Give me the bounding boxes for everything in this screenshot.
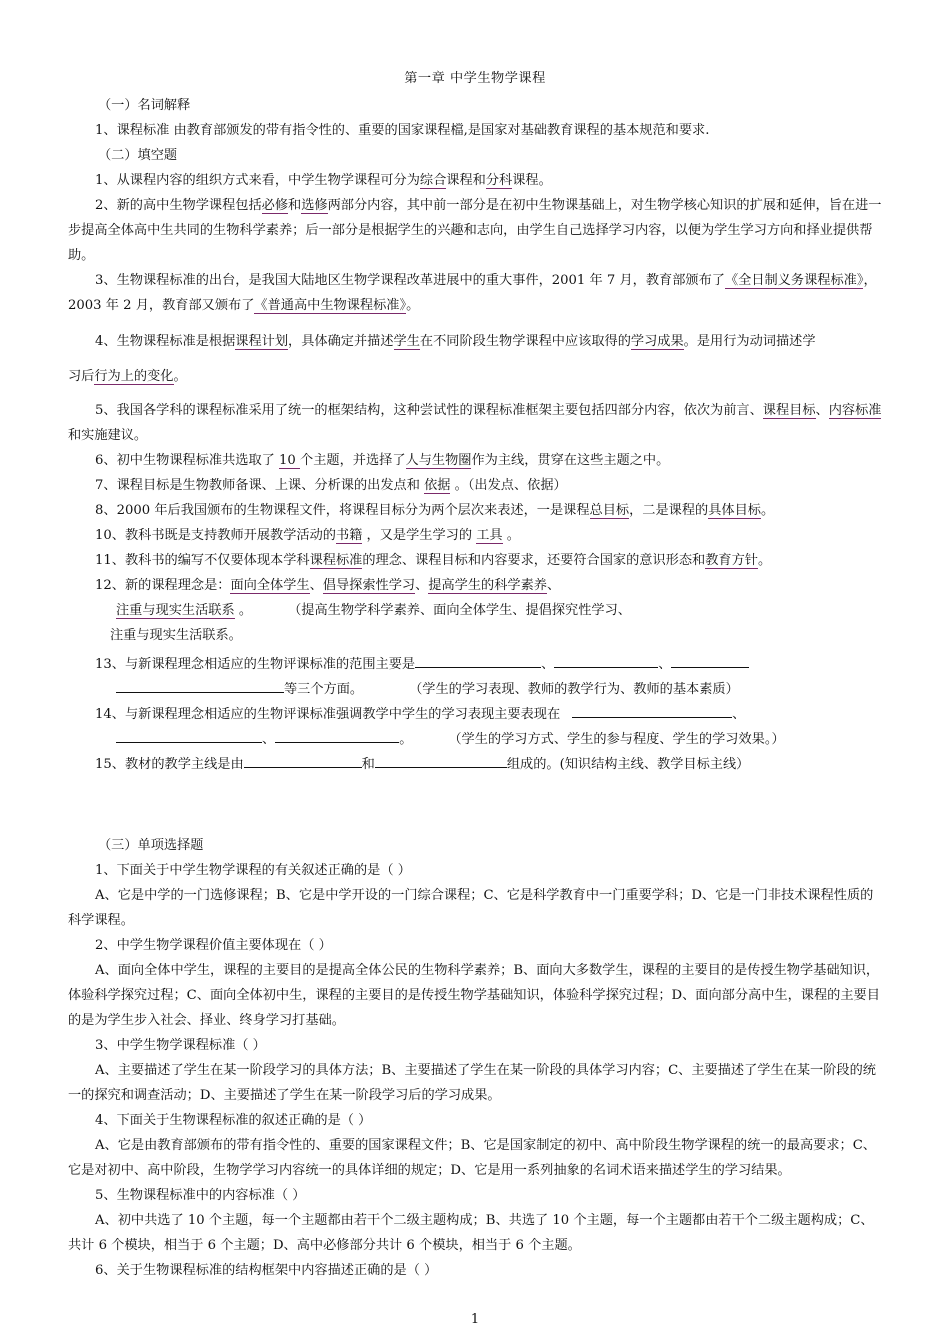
fill-question-13: 13、与新课程理念相适应的生物评课标准的范围主要是 、 、 xyxy=(68,652,882,677)
answer-underline: 提高学生的科学素养 xyxy=(428,578,547,593)
answer-underline: 课程计划 xyxy=(235,334,289,349)
answer-underline: 分科 xyxy=(485,173,513,188)
fill-question-5: 5、我国各学科的课程标准采用了统一的框架结构，这种尝试性的课程标准框架主要包括四部分内容，依次为前言、课程目标、内容标准和实施建议。 xyxy=(68,403,882,443)
spacer xyxy=(68,777,882,833)
mc-question-4: 4、下面关于生物课程标准的叙述正确的是（ ） xyxy=(95,1113,372,1128)
mc-question-1: 1、下面关于中学生物学课程的有关叙述正确的是（ ） xyxy=(95,863,411,878)
definition-1: 1、课程标准 由教育部颁发的带有指令性的、重要的国家课程檔,是国家对基础教育课程的基本规范和要求. xyxy=(95,123,710,138)
blank-line[interactable] xyxy=(375,752,507,768)
blank-line[interactable] xyxy=(116,727,262,743)
fill-question-1: 1、从课程内容的组织方式来看，中学生物学课程可分为综合课程和分科课程。 xyxy=(95,173,552,188)
mc-options-1: A、它是中学的一门选修课程；B、它是中学开设的一门综合课程；C、它是科学教育中一门重要学科；D、它是一门非技术课程性质的科学课程。 xyxy=(68,888,874,928)
section-heading-definitions: （一）名词解释 xyxy=(98,98,191,113)
answer-underline: 《全日制义务课程标准》 xyxy=(724,273,864,288)
answer-underline: 学习成果 xyxy=(630,334,684,349)
answer-underline: 人与生物圈 xyxy=(405,453,472,468)
answer-underline: 课程目标 xyxy=(762,403,816,418)
fill-question-14-cont: 、 。 （学生的学习方式、学生的参与程度、学生的学习效果。） xyxy=(68,727,882,752)
answer-underline: 教育方针 xyxy=(705,553,758,568)
fill-question-7: 7、课程目标是生物教师备课、上课、分析课的出发点和 依据 。（出发点、依据） xyxy=(95,478,567,493)
mc-options-3: A、主要描述了学生在某一阶段学习的具体方法；B、主要描述了学生在某一阶段的具体学习内容；C、主要描述了学生在某一阶段的统一的探究和调查活动；D、主要描述了学生在某一阶段学习后的学习成果。 xyxy=(68,1063,876,1103)
answer-underline: 书籍 xyxy=(335,528,363,543)
fill-question-4-cont: 习后行为上的变化。 xyxy=(68,369,187,384)
answer-underline: 行为上的变化 xyxy=(94,369,174,384)
fill-question-2: 2、新的高中生物学课程包括必修和选修两部分内容，其中前一部分是在初中生物课基础上，对生物学核心知识的扩展和延伸，旨在进一步提高全体高中生共同的生物科学素养；后一部分是根据学生的兴趣和志向，由学生自己选择学习内容，以便为学生学习方向和择业提供帮助。 xyxy=(68,198,882,263)
blank-line[interactable] xyxy=(244,752,362,768)
mc-question-2: 2、中学生物学课程价值主要体现在（ ） xyxy=(95,938,332,953)
answer-hint: （学生的学习表现、教师的教学行为、教师的基本素质） xyxy=(409,682,739,697)
fill-question-6: 6、初中生物课程标准共选取了 10 个主题，并选择了人与生物圈作为主线，贯穿在这些主题之中。 xyxy=(95,453,670,468)
fill-question-12-hint: 注重与现实生活联系。 xyxy=(110,628,242,643)
fill-question-11: 11、教科书的编写不仅要体现本学科课程标准的理念、课程目标和内容要求，还要符合国家的意识形态和教育方针。 xyxy=(95,553,772,568)
answer-underline: 注重与现实生活联系 xyxy=(116,603,235,618)
answer-underline: 工具 xyxy=(476,528,503,543)
answer-underline: 综合 xyxy=(419,173,447,188)
answer-underline: 面向全体学生 xyxy=(230,578,310,593)
answer-underline: 课程标准 xyxy=(309,553,363,568)
answer-underline: 10 xyxy=(279,453,301,468)
answer-underline: 依据 xyxy=(424,478,451,493)
fill-question-13-cont: 等三个方面。 （学生的学习表现、教师的教学行为、教师的基本素质） xyxy=(68,677,882,702)
fill-question-3: 3、生物课程标准的出台，是我国大陆地区生物学课程改革进展中的重大事件，2001 年 7 月，教育部颁布了《全日制义务课程标准》，2003 年 2 月，教育部又颁布了《普通高中生物课程标准》。 xyxy=(68,273,877,313)
mc-options-2: A、面向全体中学生，课程的主要目的是提高全体公民的生物科学素养；B、面向大多数学生，课程的主要目的是传授生物学基础知识，体验科学探究过程；C、面向全体初中生，课程的主要目的是传授生物学基础知识，体验科学探究过程；D、面向部分高中生，课程的主要目的是为学生步入社会、择业、终身学习打基础。 xyxy=(68,963,880,1028)
mc-question-5: 5、生物课程标准中的内容标准（ ） xyxy=(95,1188,306,1203)
mc-question-6: 6、关于生物课程标准的结构框架中内容描述正确的是（ ） xyxy=(95,1263,438,1278)
mc-options-5: A、初中共选了 10 个主题，每一个主题都由若干个二级主题构成；B、共选了 10 个主题，每一个主题都由若干个二级主题构成；C、共计 6 个模块，相当于 6 个主题；D、高中必修部分共计 6 个模块，相当于 6 个主题。 xyxy=(68,1213,874,1253)
fill-question-12-cont: 注重与现实生活联系 。 （提高生物学科学素养、面向全体学生、提倡探究性学习、 xyxy=(116,603,631,618)
blank-line[interactable] xyxy=(671,652,749,668)
blank-line[interactable] xyxy=(572,702,732,718)
fill-question-14: 14、与新课程理念相适应的生物评课标准强调教学中学生的学习表现主要表现在 、 xyxy=(68,702,882,727)
section-heading-fill-blank: （二）填空题 xyxy=(98,148,178,163)
answer-underline: 总目标 xyxy=(589,503,630,518)
blank-line[interactable] xyxy=(275,727,399,743)
fill-question-10: 10、教科书既是支持教师开展教学活动的书籍 ，又是学生学习的 工具 。 xyxy=(95,528,520,543)
document-content xyxy=(68,60,882,1283)
answer-underline: 内容标准 xyxy=(828,403,882,418)
answer-hint: （学生的学习方式、学生的参与程度、学生的学习效果。） xyxy=(448,732,785,747)
answer-underline: 选修 xyxy=(301,198,328,213)
answer-underline: 《普通高中生物课程标准》 xyxy=(254,298,407,313)
mc-options-4: A、它是由教育部颁布的带有指令性的、重要的国家课程文件；B、它是国家制定的初中、高中阶段生物学课程的统一的最高要求；C、它是对初中、高中阶段，生物学学习内容统一的具体详细的规定；D、它是用一系列抽象的名词术语来描述学生的学习结果。 xyxy=(68,1138,876,1178)
fill-question-4: 4、生物课程标准是根据课程计划，具体确定并描述学生在不同阶段生物学课程中应该取得的学习成果。是用行为动词描述学 xyxy=(95,334,816,349)
answer-hint: （提高生物学科学素养、面向全体学生、提倡探究性学习、 xyxy=(288,603,631,618)
fill-question-12: 12、新的课程理念是：面向全体学生、倡导探索性学习、提高学生的科学素养、 xyxy=(95,578,561,593)
answer-underline: 倡导探索性学习 xyxy=(322,578,416,593)
fill-question-15: 15、教材的教学主线是由 和 组成的。(知识结构主线、教学目标主线） xyxy=(68,752,882,777)
page-number: 1 xyxy=(470,1312,480,1327)
blank-line[interactable] xyxy=(415,652,541,668)
blank-line[interactable] xyxy=(554,652,658,668)
blank-line[interactable] xyxy=(116,677,284,693)
fill-question-8: 8、2000 年后我国颁布的生物课程文件，将课程目标分为两个层次来表述，一是课程总目标，二是课程的具体目标。 xyxy=(95,503,775,518)
chapter-title: 第一章 中学生物学课程 xyxy=(404,71,546,86)
section-heading-multiple-choice: （三）单项选择题 xyxy=(98,838,204,853)
mc-question-3: 3、中学生物学课程标准（ ） xyxy=(95,1038,266,1053)
answer-underline: 具体目标 xyxy=(708,503,761,518)
answer-underline: 必修 xyxy=(261,198,289,213)
answer-underline: 学生 xyxy=(393,334,420,349)
